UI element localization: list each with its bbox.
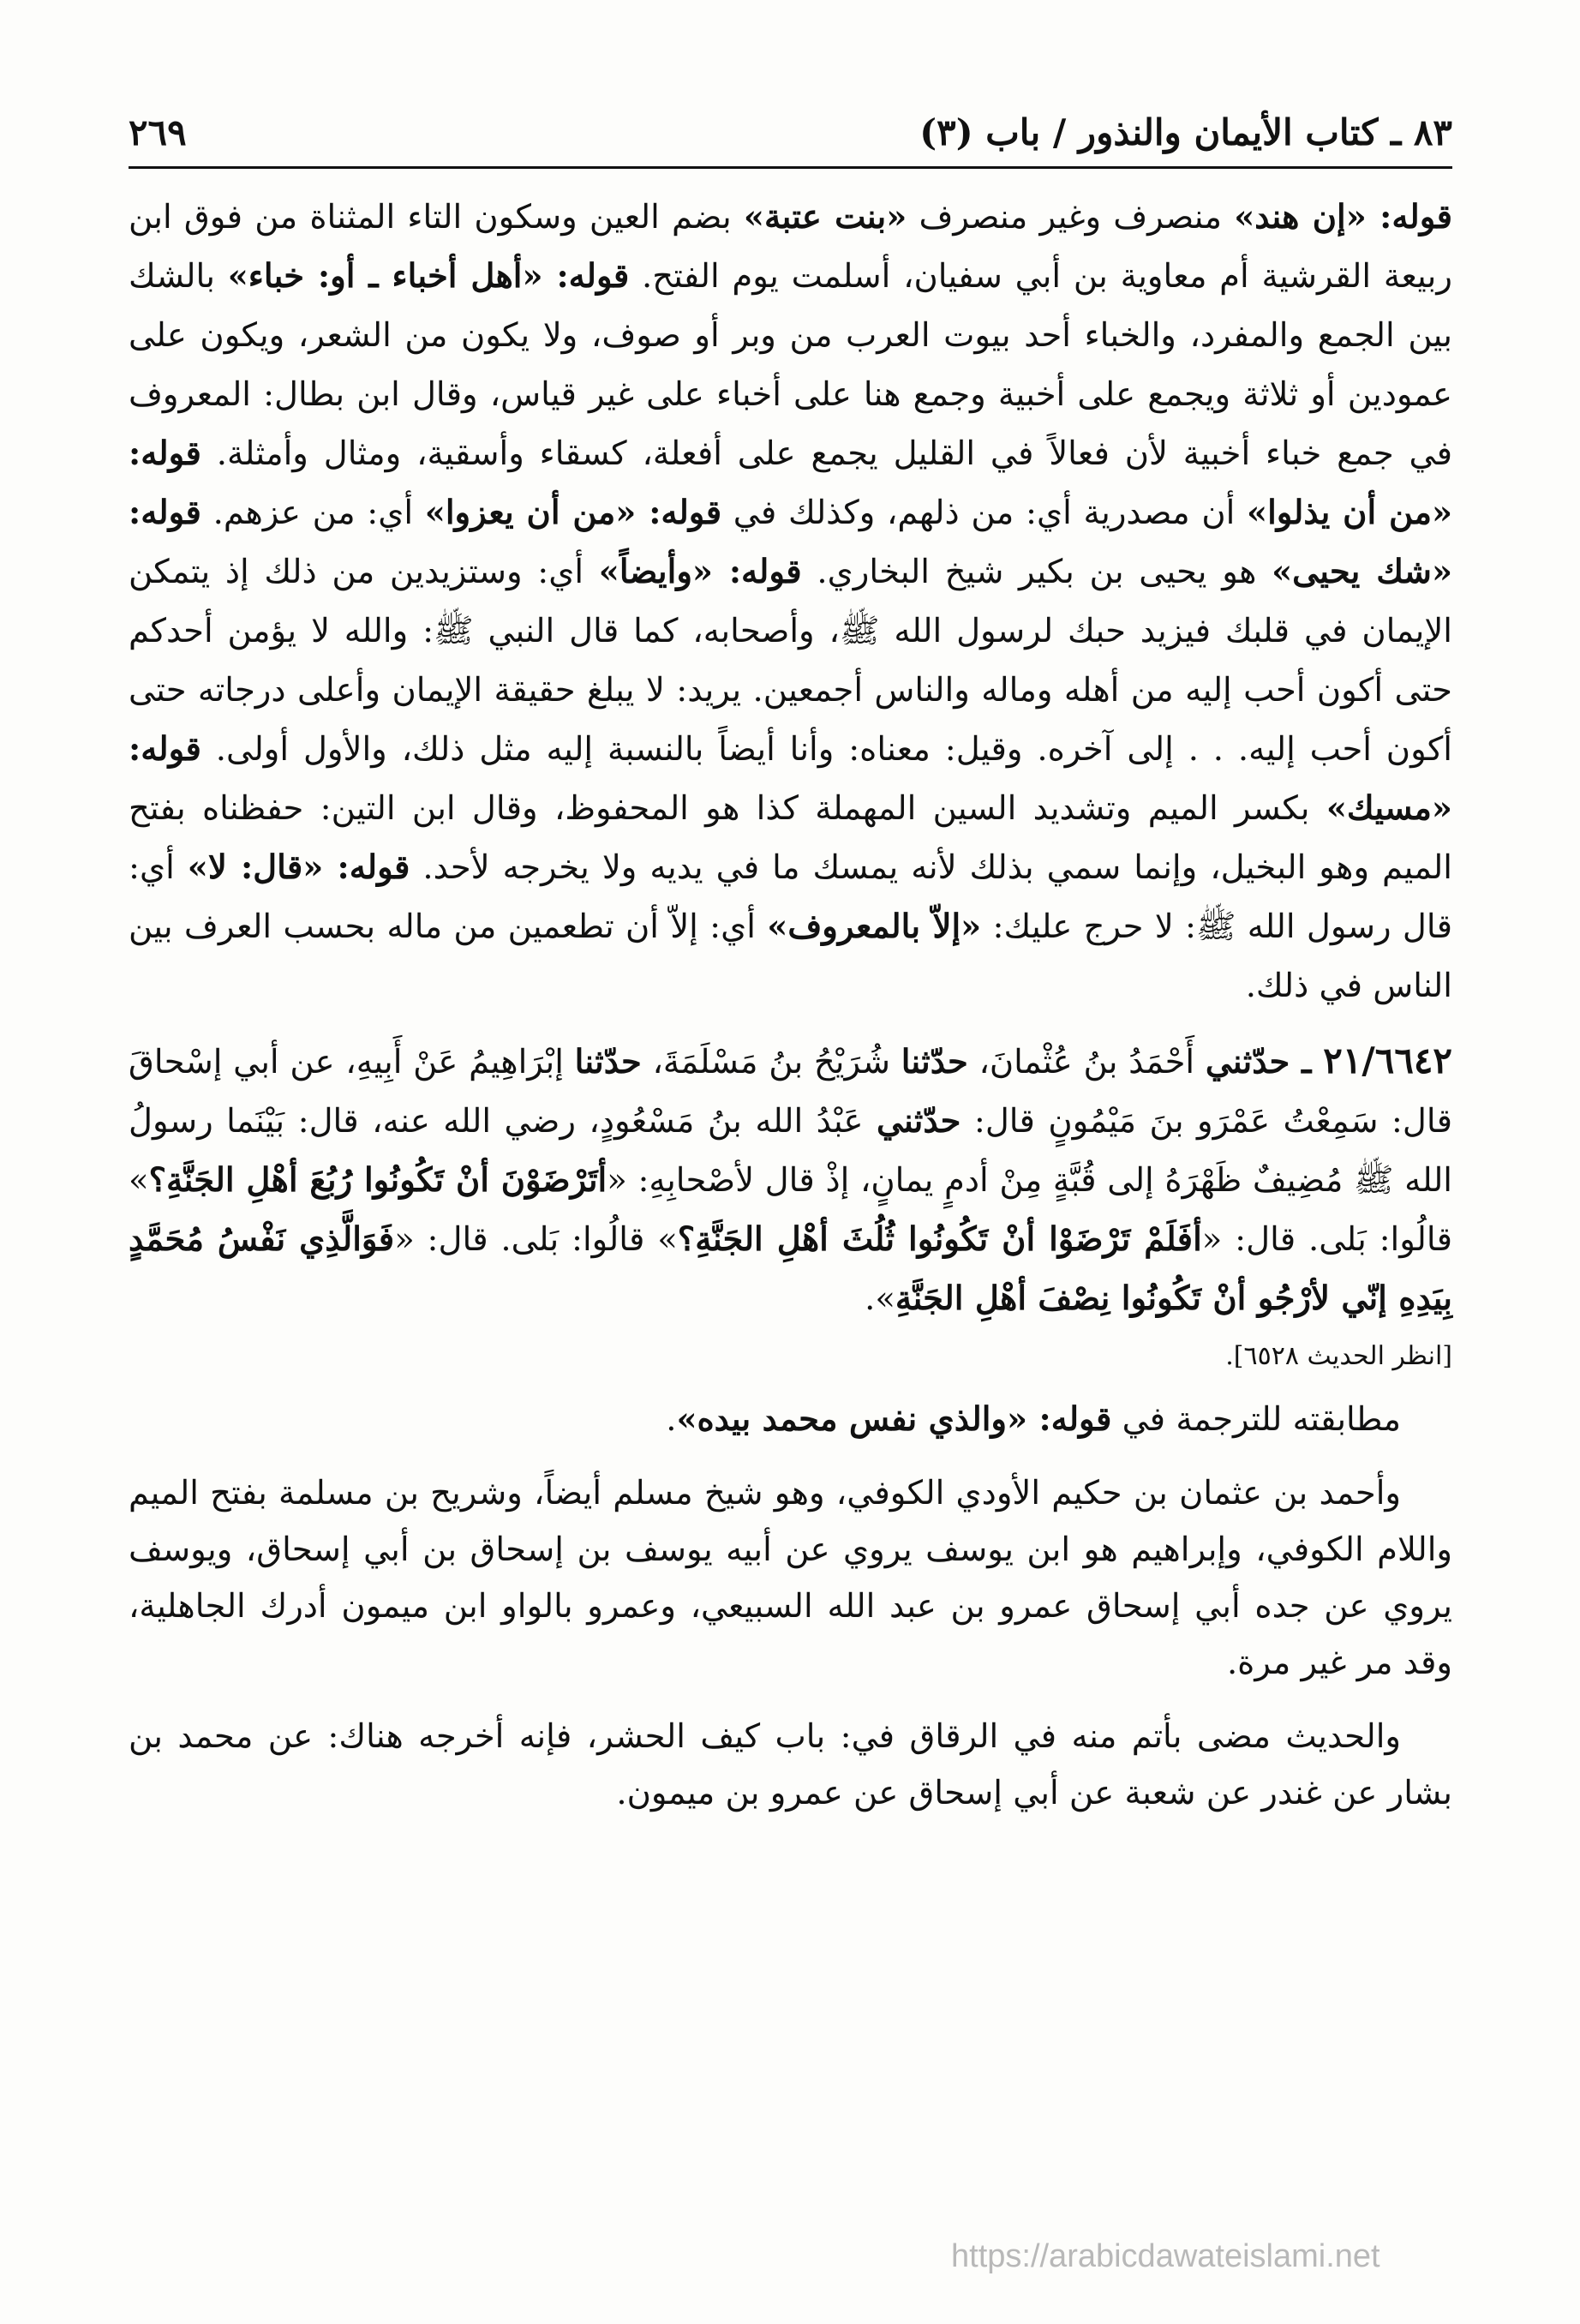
bold-segment: «إلاّ بالمعروف» — [767, 907, 982, 946]
bold-segment: قوله: «مسيك» — [129, 730, 1452, 828]
bold-segment: حدّثني — [876, 1102, 961, 1141]
text-segment: » قالُوا: بَلى. قال: « — [394, 1220, 678, 1259]
bold-segment: «إن هند» — [1234, 198, 1367, 237]
commentary-paragraph — [129, 188, 1452, 1015]
narrators-paragraph: وأحمد بن عثمان بن حكيم الأودي الكوفي، وهو شيخ مسلم أيضاً، وشريح بن مسلمة بفتح الميم واللام الكوفي، وإبراهيم هو ابن يوسف يروي عن أبيه يوسف بن إسحاق بن أبي إسحاق، ويوسف يروي عن جده أبي إسحاق عمرو بن عبد الله السبيعي، وعمرو بالواو ابن ميمون أدرك الجاهلية، وقد مر غير مرة. — [129, 1474, 1452, 1682]
text-segment: هو يحيى بن بكير شيخ البخاري. — [801, 553, 1272, 591]
text-segment: » قالُوا: بَلى. قال: « — [129, 1161, 1453, 1259]
bold-segment: أفَلَمْ تَرْضَوْا أنْ تَكُونُوا ثُلُثَ أهْلِ الجَنَّةِ؟ — [677, 1220, 1202, 1259]
text-segment: مطابقته للترجمة في — [1111, 1400, 1401, 1439]
bold-segment: قوله: «والذي نفس محمد بيده» — [676, 1400, 1112, 1439]
book-page — [129, 94, 1452, 2288]
text-segment: منصرف وغير منصرف — [907, 198, 1235, 237]
bold-segment: قوله: «وأيضاً» — [598, 553, 802, 591]
text-segment: أَحْمَدُ بنُ عُثْمانَ، — [967, 1043, 1206, 1081]
page-number: ٢٦٩ — [129, 111, 187, 153]
sources-paragraph: والحديث مضى بأتم منه في الرقاق في: باب كيف الحشر، فإنه أخرجه هناك: عن محمد بن بشار عن غندر عن شعبة عن أبي إسحاق عن عمرو بن ميمون. — [129, 1717, 1452, 1812]
bold-segment: قوله: «من أن يذلوا» — [129, 434, 1453, 532]
page-header — [129, 94, 1452, 169]
text-segment: أي: إلاّ أن تطعمين من ماله بحسب العرف بين الناس في ذلك. — [129, 907, 1452, 1005]
text-segment: إبْرَاهِيمُ عَنْ أَبِيهِ، عن أبي إسْحاقَ قال: سَمِعْتُ عَمْرَو بنَ مَيْمُونٍ قال: — [129, 1043, 1453, 1141]
text-segment: بضم العين وسكون التاء المثناة من فوق ابن ربيعة القرشية أم معاوية بن أبي سفيان، أسلمت يوم الفتح. — [129, 198, 1452, 296]
bold-segment: قوله: «أهل أخباء ـ أو: خباء» — [227, 257, 630, 296]
hadith-text — [129, 1031, 1452, 1328]
text-segment: بالشك بين الجمع والمفرد، والخباء أحد بيوت العرب من وبر أو صوف، ولا يكون من الشعر، ويكون على عمودين أو ثلاثة ويجمع على أخبية وجمع هنا على أخباء على غير قياس، وقال ابن بطال: المعروف في جمع خباء أخبية لأن فعالاً في القليل يجمع على أفعلة، كسقاء وأسقية، ومثال وأمثلة. — [129, 257, 1452, 473]
bold-segment: ـ — [1290, 1043, 1324, 1081]
hadith-body — [129, 1043, 1452, 1318]
text-segment: أي: قال رسول الله ﷺ: لا حرج عليك: — [129, 848, 1452, 946]
bold-segment: قوله: «شك يحيى» — [129, 494, 1453, 591]
bold-segment: أتَرْضَوْنَ أنْ تَكُونُوا رُبُعَ أهْلِ الجَنَّةِ؟ — [148, 1161, 607, 1200]
chapter-title: ٨٣ ـ كتاب الأيمان والنذور / باب (٣) — [919, 111, 1452, 153]
bold-segment: قوله: «قال: لا» — [187, 848, 410, 887]
text-segment: أي: من عزهم. — [200, 494, 425, 532]
bold-segment: حدّثنا — [901, 1043, 968, 1081]
watermark-url: https://arabicdawateislami.net — [951, 2238, 1380, 2274]
bold-segment: فَوَالَّذِي نَفْسُ مُحَمَّدٍ بِيَدِهِ إنّي لأرْجُو أنْ تَكُونُوا نِصْفَ أهْلِ الجَنَّةِ — [129, 1220, 1452, 1318]
hadith-number: ٢١/٦٦٤٢ — [1323, 1039, 1452, 1081]
text-segment: ». — [865, 1279, 895, 1318]
bold-segment: حدّثني — [1205, 1043, 1290, 1081]
bold-segment: حدّثنا — [574, 1043, 642, 1081]
cross-reference: [انظر الحديث ٦٥٢٨]. — [1225, 1341, 1452, 1371]
text-segment: . — [666, 1400, 677, 1439]
bold-segment: قوله: «من أن يعزوا» — [424, 494, 722, 532]
chapter-match-note — [129, 1392, 1452, 1448]
bold-segment: قوله: — [1366, 198, 1453, 237]
text-segment: أن مصدرية أي: من ذلهم، وكذلك في — [721, 494, 1248, 532]
text-segment: بكسر الميم وتشديد السين المهملة كذا هو المحفوظ، وقال ابن التين: حفظناه بفتح الميم وهو البخيل، وإنما سمي بذلك لأنه يمسك ما في يديه ولا يخرجه لأحد. — [129, 789, 1452, 887]
bold-segment: «بنت عتبة» — [743, 198, 907, 237]
text-segment: أي: وستزيدين من ذلك إذ يتمكن الإيمان في قلبك فيزيد حبك لرسول الله ﷺ، وأصحابه، كما قال النبي ﷺ: والله لا يؤمن أحدكم حتى أكون أحب إليه من أهله وماله والناس أجمعين. يريد: لا يبلغ حقيقة الإيمان وأعلى درجاته حتى أكون أحب إليه. . . إلى آخره. وقيل: معناه: وأنا أيضاً بالنسبة إليه مثل ذلك، والأول أولى. — [129, 553, 1452, 769]
text-segment: عَبْدُ الله بنُ مَسْعُودٍ، رضي الله عنه، قال: بَيْنَما رسولُ الله ﷺ مُضِيفٌ ظَهْرَهُ إلى قُبَّةٍ مِنْ أدمٍ يمانٍ، إذْ قال لأصْحابِهِ: « — [129, 1102, 1452, 1200]
text-segment: شُرَيْحُ بنُ مَسْلَمَةَ، — [641, 1043, 901, 1081]
